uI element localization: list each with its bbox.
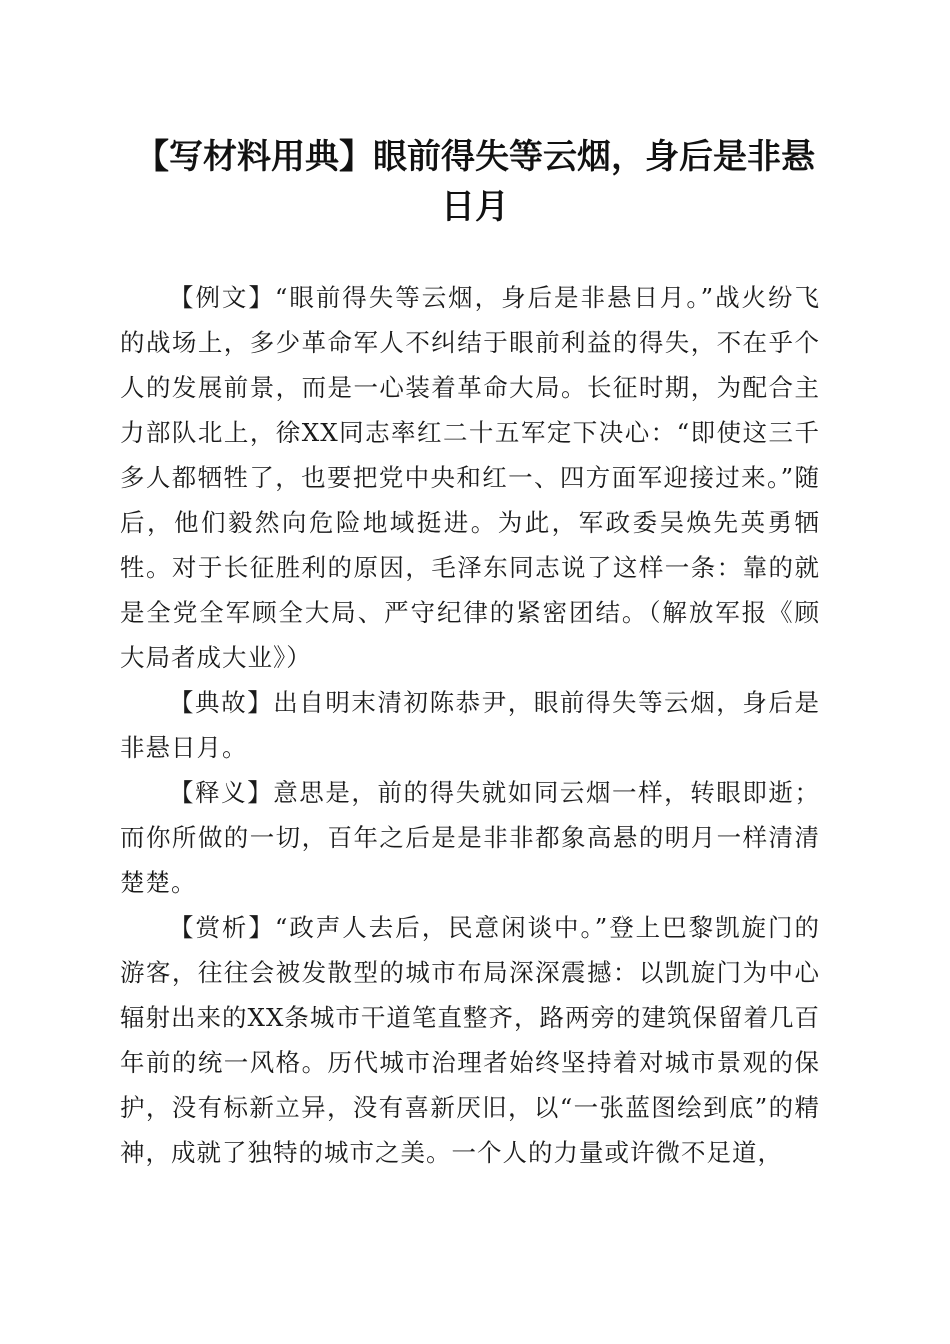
paragraph-allusion: 【典故】出自明末清初陈恭尹，眼前得失等云烟，身后是非悬日月。 bbox=[120, 688, 820, 762]
document-body bbox=[120, 275, 820, 1175]
paragraph-meaning: 【释义】意思是，前的得失就如同云烟一样，转眼即逝；而你所做的一切，百年之后是是非非都象高悬的明月一样清清楚楚。 bbox=[120, 778, 820, 897]
document-title: 【写材料用典】眼前得失等云烟，身后是非悬日月 bbox=[135, 137, 815, 227]
paragraph-example: 【例文】“眼前得失等云烟，身后是非悬日月。”战火纷飞的战场上，多少革命军人不纠结于眼前利益的得失，不在乎个人的发展前景，而是一心装着革命大局。长征时期，为配合主力部队北上，徐XX同志率红二十五军定下决心：“即使这三千多人都牺牲了，也要把党中央和红一、四方面军迎接过来。”随后，他们毅然向危险地域挺进。为此，军政委吴焕先英勇牺牲。对于长征胜利的原因，毛泽东同志说了这样一条：靠的就是全党全军顾全大局、严守纪律的紧密团结。（解放军报《顾大局者成大业》） bbox=[120, 283, 820, 672]
paragraph-analysis: 【赏析】“政声人去后，民意闲谈中。”登上巴黎凯旋门的游客，往往会被发散型的城市布局深深震撼：以凯旋门为中心辐射出来的XX条城市干道笔直整齐，路两旁的建筑保留着几百年前的统一风格。历代城市治理者始终坚持着对城市景观的保护，没有标新立异，没有喜新厌旧，以“一张蓝图绘到底”的精神，成就了独特的城市之美。一个人的力量或许微不足道， bbox=[120, 913, 820, 1167]
